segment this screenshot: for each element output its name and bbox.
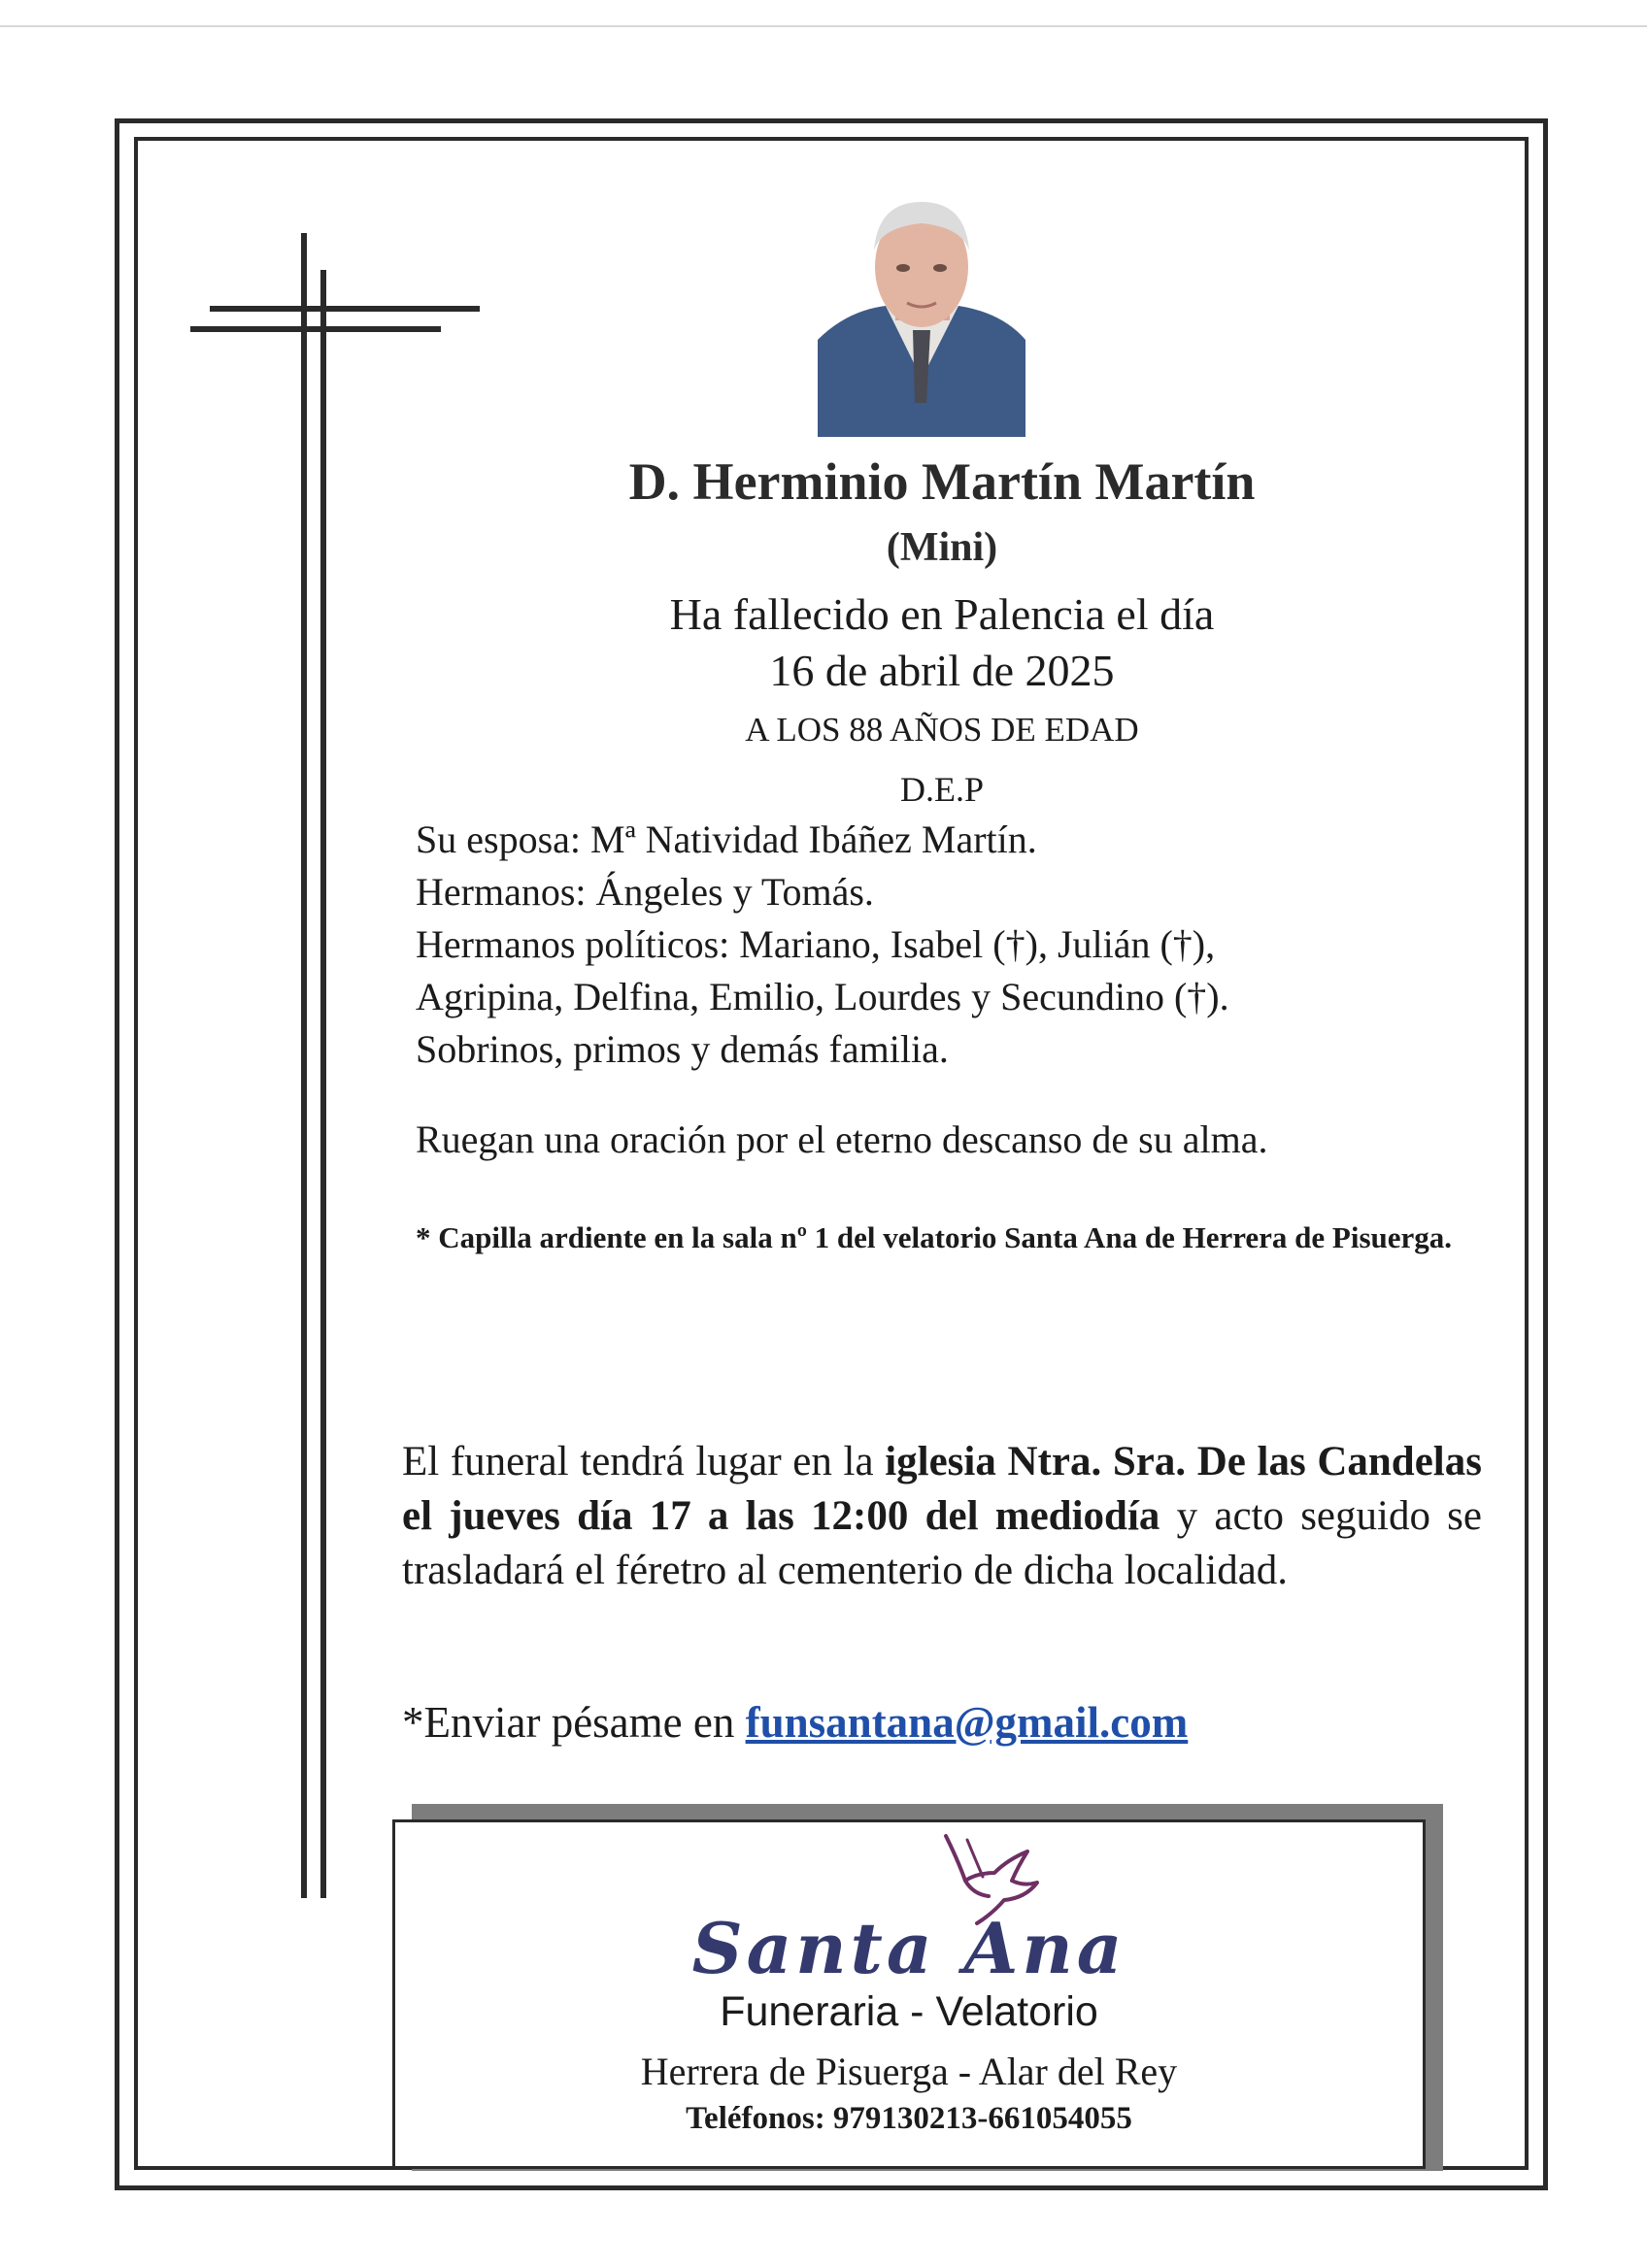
family-line: Hermanos políticos: Mariano, Isabel (†), Julián (†),	[416, 922, 1216, 966]
chapel-notice: * Capilla ardiente en la sala nº 1 del velatorio Santa Ana de Herrera de Pisuerga.	[416, 1220, 1453, 1254]
death-date-line: 16 de abril de 2025	[769, 646, 1115, 695]
funeral-details	[402, 1435, 1482, 1598]
deceased-name: D. Herminio Martín Martín	[628, 452, 1256, 511]
portrait-photo	[818, 194, 1025, 437]
funeral-home-towns: Herrera de Pisuerga - Alar del Rey	[640, 2050, 1178, 2093]
family-line: Sobrinos, primos y demás familia.	[416, 1027, 949, 1071]
family-line: Hermanos: Ángeles y Tomás.	[416, 870, 874, 914]
condolence-email-link[interactable]: funsantana@gmail.com	[745, 1698, 1189, 1747]
funeral-location-time: iglesia Ntra. Sra. De las Candelas el jueves día 17 a las 12:00 del mediodía	[402, 1439, 1482, 1539]
logo-wordmark: Santa Ana	[691, 1907, 1126, 1989]
family-line: Su esposa: Mª Natividad Ibáñez Martín.	[416, 817, 1037, 861]
condolence-prefix: *Enviar pésame en	[402, 1698, 746, 1747]
family-list	[416, 814, 1484, 1076]
scan-edge-line	[0, 25, 1647, 27]
deceased-nickname: (Mini)	[886, 525, 998, 570]
condolence-line	[402, 1697, 1188, 1748]
prayer-request: Ruegan una oración por el eterno descanso de su alma.	[416, 1117, 1268, 1161]
funeral-home-subtitle: Funeraria - Velatorio	[720, 1988, 1098, 2035]
funeral-home-phones: Teléfonos: 979130213-661054055	[686, 2101, 1132, 2136]
death-place-line: Ha fallecido en Palencia el día	[669, 589, 1215, 639]
dep-text: D.E.P	[899, 770, 984, 809]
funeral-text-end: y acto seguido se trasladará el féretro al cementerio de dicha localidad.	[402, 1493, 1483, 1593]
funeral-home-logo	[392, 1903, 1426, 2000]
family-line: Agripina, Delfina, Emilio, Lourdes y Secundino (†).	[416, 975, 1229, 1018]
age-line: A LOS 88 AÑOS DE EDAD	[745, 711, 1139, 749]
funeral-text-start: El funeral tendrá lugar en la	[402, 1439, 886, 1484]
